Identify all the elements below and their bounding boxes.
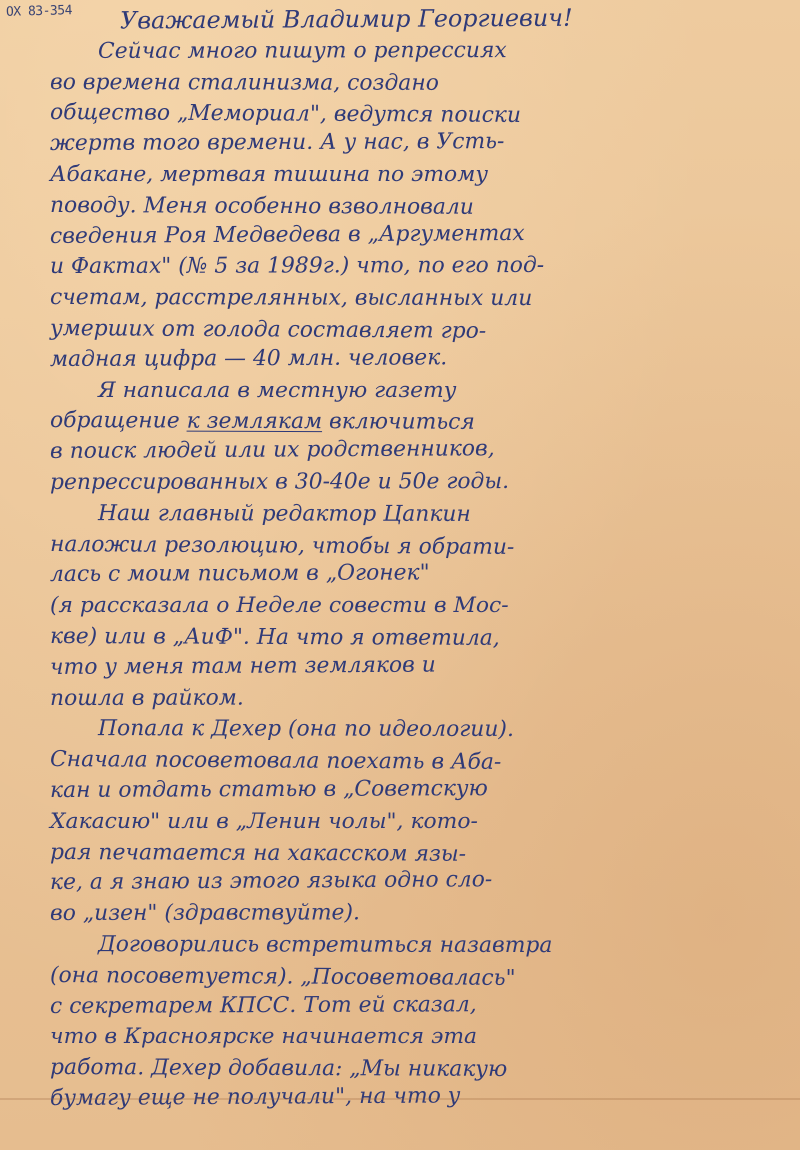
letter-line: Хакасию" или в „Ленин чолы", кото-	[50, 808, 478, 834]
letter-line: Попала к Дехер (она по идеологии).	[97, 716, 514, 743]
letter-line: Абакане, мертвая тишина по этому	[50, 161, 488, 187]
letter-line: Уважаемый Владимир Георгиевич!	[119, 3, 573, 35]
letter-line: Я написала в местную газету	[98, 377, 457, 403]
letter-line: работа. Дехер добавила: „Мы никакую	[49, 1055, 508, 1083]
letter-line: сведения Роя Медведева в „Аргументах	[49, 220, 525, 249]
letter-line: поводу. Меня особенно взволновали	[49, 192, 474, 220]
letter-line: жертв того времени. А у нас, в Усть-	[49, 129, 505, 157]
letter-line: лась с моим письмом в „Огонек"	[49, 560, 430, 588]
letter-line: кан и отдать статью в „Советскую	[49, 776, 488, 803]
letter-line: с секретарем КПСС. Тот ей сказал,	[49, 991, 477, 1019]
letter-line: пошла в райком.	[49, 685, 244, 711]
letter-line: общество „Мемориал", ведутся поиски	[49, 100, 522, 129]
letter-line: что у меня там нет земляков и	[49, 652, 436, 680]
letter-line: умерших от голода составляет гро-	[49, 315, 487, 344]
letter-line: наложил резолюцию, чтобы я обрати-	[49, 531, 515, 560]
letter-line: Договорились встретиться назавтра	[97, 932, 553, 958]
letter-line: в поиск людей или их родственников,	[49, 436, 495, 465]
letter-line: Сейчас много пишут о репрессиях	[97, 37, 507, 64]
letter-line: что в Красноярске начинается эта	[50, 1024, 478, 1050]
letter-line: Наш главный редактор Цапкин	[97, 500, 471, 527]
letter-line: во времена сталинизма, создано	[49, 69, 439, 96]
letter-line: счетам, расстрелянных, высланных или	[49, 285, 533, 312]
letter-line: кве) или в „АиФ". На что я ответила,	[49, 623, 500, 651]
letter-line: Сначала посоветовала поехать в Аба-	[49, 747, 502, 775]
letter-line: (я рассказала о Неделе совести в Мос-	[50, 593, 509, 619]
letter-line: репрессированных в 30-40е и 50е годы.	[49, 468, 510, 495]
paper-fold-line	[0, 1098, 800, 1100]
letter-line: (она посоветуется). „Посоветовалась"	[49, 962, 516, 991]
letter-line: рая печатается на хакасском язы-	[49, 839, 467, 867]
letter-line: бумагу еще не получали", на что у	[49, 1083, 461, 1111]
letter-line: ке, а я знаю из этого языка одно сло-	[49, 867, 493, 896]
letter-line: обращение к землякам включиться	[49, 408, 475, 436]
letter-line: мадная цифра — 40 млн. человек.	[49, 345, 448, 372]
letter-line: во „изен" (здравствуйте).	[49, 900, 360, 927]
letter-line: и Фактах" (№ 5 за 1989г.) что, по его под-	[49, 253, 545, 280]
handwritten-letter-body	[49, 3, 790, 1115]
archive-reference-code: ОХ 83-354	[5, 3, 73, 20]
